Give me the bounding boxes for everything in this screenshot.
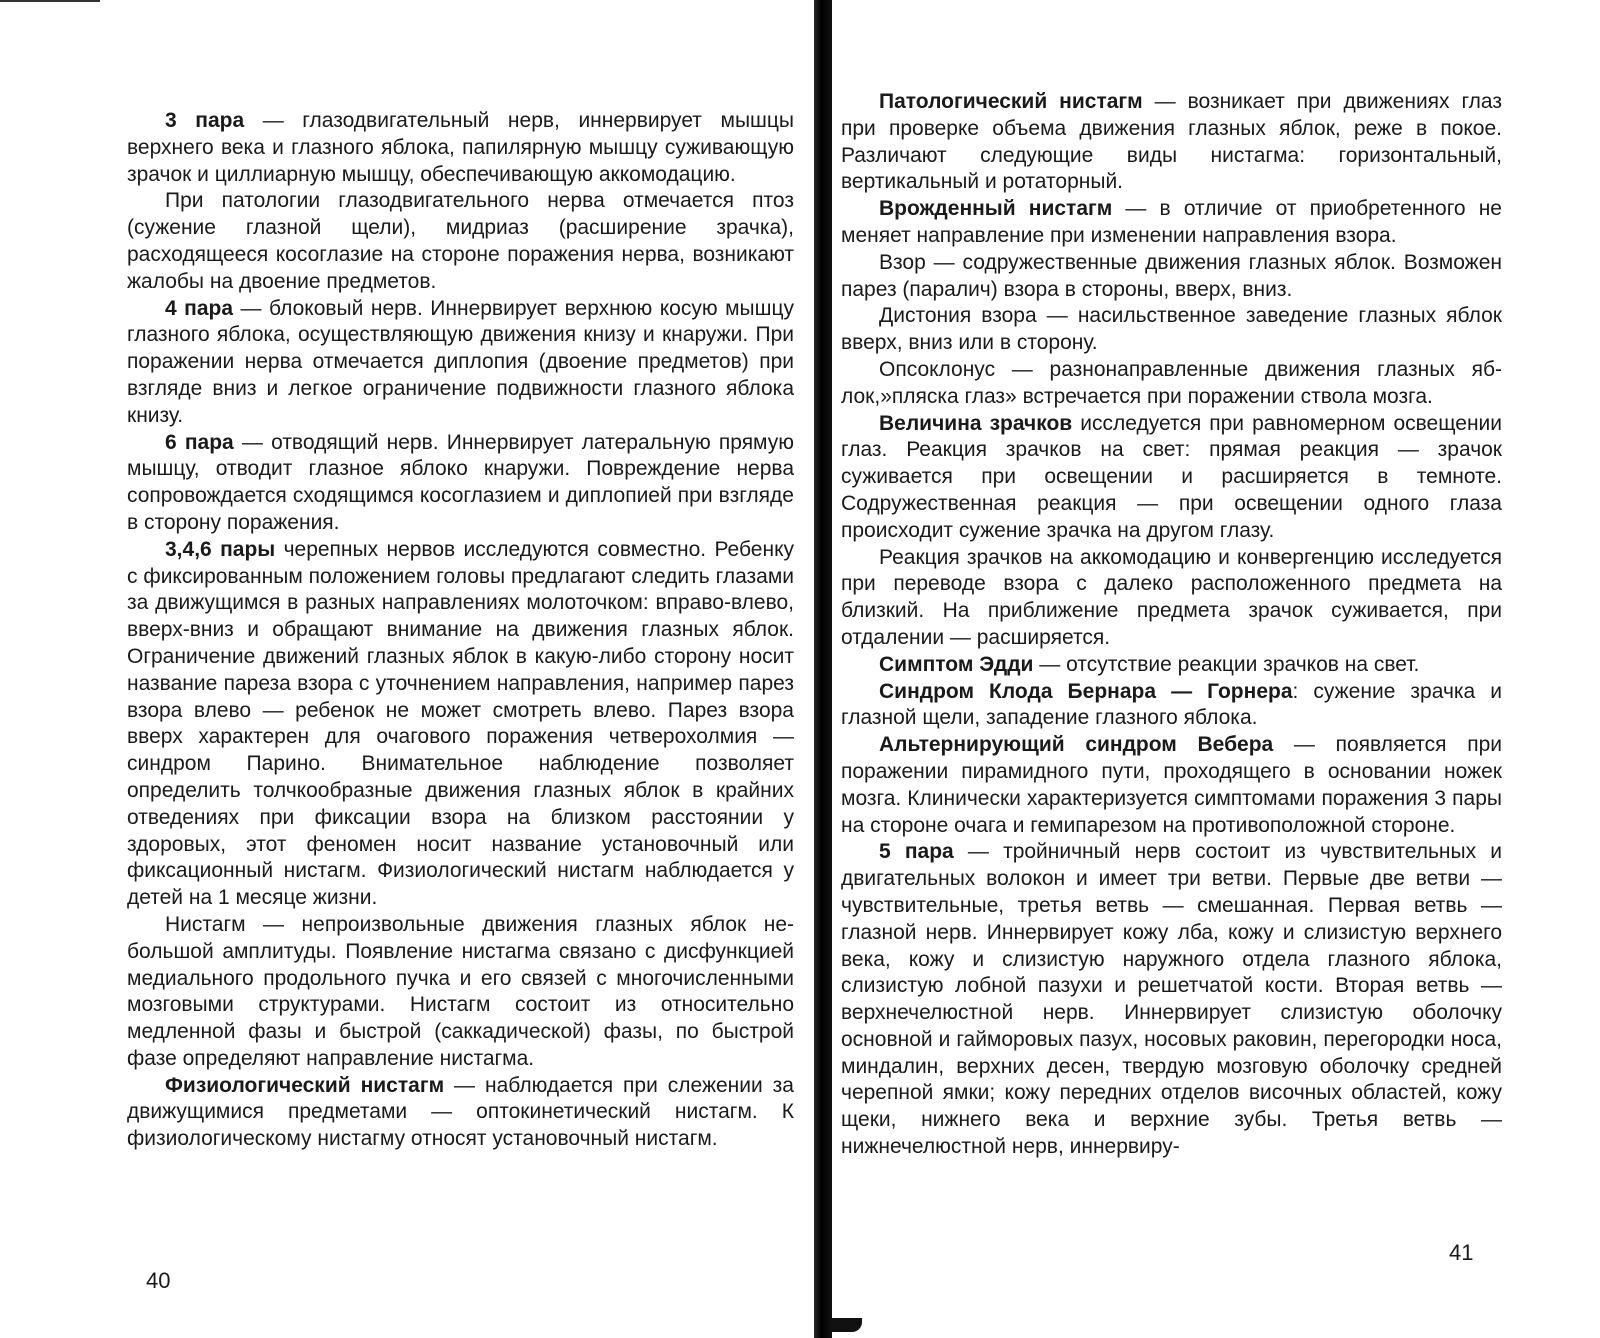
page-number-left: 40 — [146, 1268, 171, 1293]
paragraph-6-para: 6 пара — отводящий нерв. Иннервирует латеральную прямую мышцу, отводит глазное яблоко кнаружи. Повреждение нерва сопровождается сходящимся косоглазием и диплопией при взгляде в сторону поражения. — [127, 430, 794, 534]
paragraph-weber-syndrome: Альтернирующий синдром Вебера — появляется при поражении пирамидного пути, проходящего в основании ножек мозга. Клинически характеризуется симптомами поражения 3 пары на стороне очага и гемипарезом на противоположной стороне. — [841, 733, 1502, 837]
paragraph-horner-syndrome: Синдром Клода Бернара — Горнера: сужение зрачка и глазной щели, западение глазного яблока. — [841, 679, 1502, 730]
paragraph-5-para: 5 пара — тройничный нерв состоит из чувствительных и двигательных волокон и имеет три ветви. Первые две ветви — чувствительные, третья ветвь — смешанная. Первая ветвь — глазной нерв. Иннервирует кожу лба, кожу и слизистую верхнего века, кожу и слизистую наружного отдела глазного яблока, слизистую лобной пазухи и решетчатой кости. Вторая ветвь — верхнечелюстной нерв. Иннервирует слизистую оболочку основной и гайморовых пазух, носовых раковин, перегородки носа, миндалин, верхних десен, твердую мозговую оболочку средней черепной ямки; кожу передних отделов височных областей, кожу щеки, нижнего века и верхние зубы. Третья ветвь — нижнечелюстной нерв, иннервиру- — [841, 840, 1502, 1159]
left-page-text — [127, 108, 794, 1153]
right-page — [832, 0, 1600, 1338]
paragraph-oculomotor-pathology: При патологии глазодвигательного нерва отмечается птоз (сужение глазной щели), мидриаз (расширение зрачка), расходящееся косоглазие на стороне поражения нерва, возникают жалобы на двоение предметов. — [127, 189, 794, 293]
paragraph-nystagmus: Нистагм — непроизвольные движения глазных яблок небольшой амплитуды. Появление нистагма связано с дисфункцией медиального продольного пучка и его связей с многочисленными мозговыми структурами. Нистагм состоит из относительно медленной фазы и быстрой (саккадической) фазы, по быстрой фазе определяют направление нистагма. — [127, 912, 794, 1070]
paragraph-3-4-6-pary: 3,4,6 пары черепных нервов исследуются совместно. Ребенку с фиксированным положением головы предлагают следить глазами за движущимся в разных направлениях молоточком: вправо-влево, вверх-вниз и обращают внимание на движения глазных яблок. Ограничение движений глазных яблок в какую-либо сторону носит название пареза взора с уточнением направления, например парез взора влево — ребенок не может смотреть влево. Парез взора вверх характерен для очагового поражения четверохолмия — синдром Парино. Внимательное наблюдение позволяет определить толчкообразные движения глазных яблок в крайних отведениях при фиксации взора на близком расстоянии у здоровых, этот феномен носит название установочный или фиксационный нистагм. Физиологический нистагм наблюдается у детей на 1 месяце жизни. — [127, 537, 794, 910]
paragraph-opsoclonus: Опсоклонус — разнонаправленные движения глазных яблок,»пляска глаз» встречается при поражении ствола мозга. — [841, 357, 1502, 408]
paragraph-3-para: 3 пара — глазодвигательный нерв, иннервирует мышцы верхнего века и глазного яблока, папилярную мышцу суживающую зрачок и циллиарную мышцу, обеспечивающую аккомодацию. — [127, 109, 795, 186]
book-gutter — [814, 0, 832, 1338]
paragraph-congenital-nystagmus: Врожденный нистагм — в отличие от приобретенного не меняет направление при изменении направления взора. — [841, 197, 1502, 247]
paragraph-gaze-dystonia: Дистония взора — насильственное заведение глазных яблок вверх, вниз или в сторону. — [841, 304, 1502, 355]
paragraph-eddie-symptom: Симптом Эдди — отсутствие реакции зрачков на свет. — [879, 652, 1420, 676]
paragraph-gaze: Взор — содружественные движения глазных яблок. Возможен парез (паралич) взора в стороны, вверх, вниз. — [841, 250, 1502, 301]
page-number-right: 41 — [1449, 1240, 1474, 1265]
paragraph-physiological-nystagmus: Физиологический нистагм — наблюдается при слежении за движущимися предметами — оптокинетический нистагм. К физиологическому нистагму относят установочный нистагм. — [127, 1073, 794, 1151]
right-page-text — [841, 89, 1502, 1161]
paragraph-accommodation-reaction: Реакция зрачков на аккомодацию и конвергенцию исследуется при переводе взора с далеко расположенного предмета на близкий. На приближение предмета зрачок суживается, при отдалении — расширяется. — [841, 545, 1502, 649]
paragraph-pathological-nystagmus: Патологический нистагм — возникает при движениях глаз при проверке объема движения глазных яблок, реже в покое. Различают следующие виды нистагма: горизонтальный, вертикальный и ротаторный. — [841, 90, 1503, 194]
paragraph-4-para: 4 пара — блоковый нерв. Иннервирует верхнюю косую мышцу глазного яблока, осуществляющую движения книзу и кнаружи. При поражении нерва отмечается диплопия (двоение предметов) при взгляде вниз и легкое ограничение подвижности глазного яблока книзу. — [127, 296, 794, 427]
paragraph-pupil-size: Величина зрачков исследуется при равномерном освещении глаз. Реакция зрачков на свет: прямая реакция — зрачок суживается при освещении и расширяется в темноте. Содружественная реакция — при освещении одного глаза происходит сужение зрачка на другом глазу. — [841, 411, 1502, 542]
